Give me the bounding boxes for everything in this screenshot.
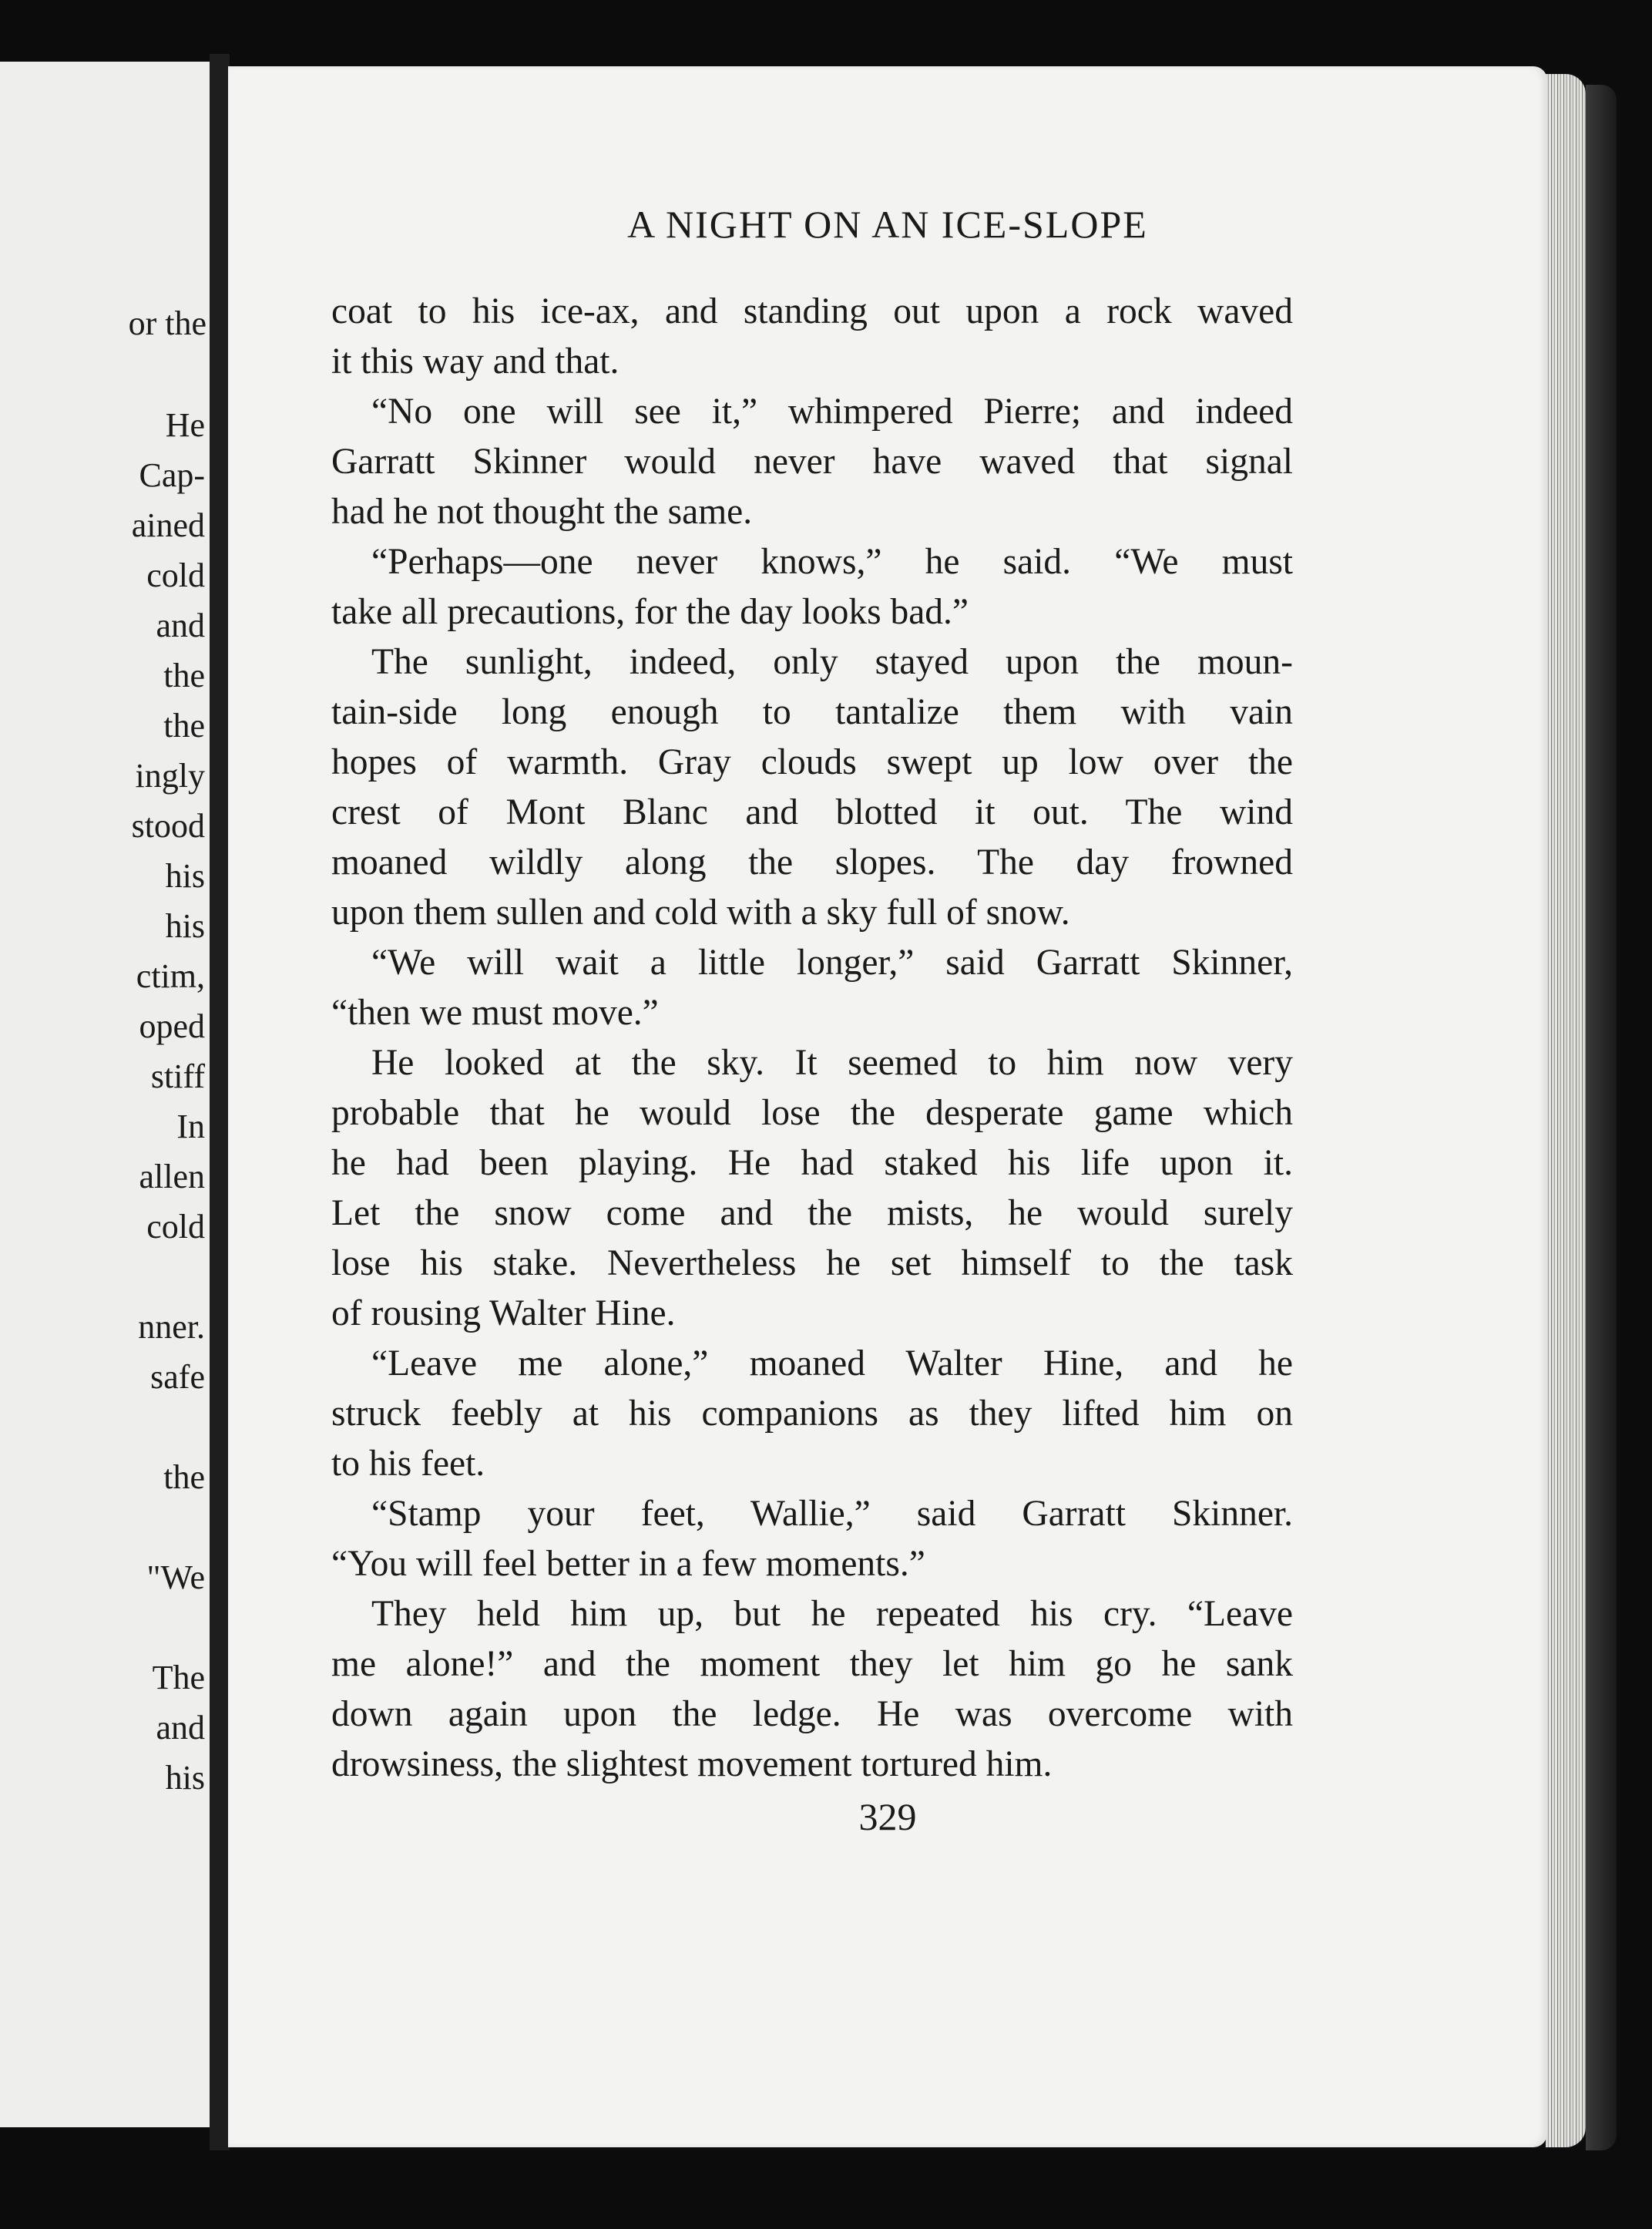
text-line: Let the snow come and the mists, he would surely [331,1193,1293,1233]
left-page-text-fragment: cold [146,1208,205,1246]
left-page-text-fragment: ingly [135,757,205,795]
text-line: he had been playing. He had staked his life upon it. [331,1143,1293,1183]
text-line: down again upon the ledge. He was overcome with [331,1694,1293,1734]
text-line: Garratt Skinner would never have waved that signal [331,442,1293,482]
text-line: “Perhaps—one never knows,” he said. “We must [371,542,1293,582]
left-page-text-fragment: stiff [150,1057,205,1095]
left-page-text-fragment: the [163,657,205,694]
text-line: The sunlight, indeed, only stayed upon the moun- [371,642,1293,682]
left-page-text-fragment: He [165,406,205,444]
text-line: He looked at the sky. It seemed to him now very [371,1043,1293,1083]
text-line: crest of Mont Blanc and blotted it out. The wind [331,792,1293,832]
left-page-text-fragment: In [176,1108,205,1145]
text-line: probable that he would lose the desperate game which [331,1093,1293,1133]
left-page-text-fragment: ctim, [136,957,205,995]
text-line: coat to his ice-ax, and standing out upon a rock waved [331,291,1293,331]
page-number: 329 [858,1795,917,1838]
left-page-text-fragment: ained [131,506,205,544]
running-head: A NIGHT ON AN ICE-SLOPE [627,203,1148,246]
page-edges [1546,74,1586,2147]
text-line: moaned wildly along the slopes. The day frowned [331,842,1293,883]
left-page-text-fragment: allen [139,1158,205,1195]
left-page-text-fragment: his [165,1759,205,1797]
left-page [0,62,214,2127]
text-line: tain-side long enough to tantalize them with vain [331,692,1293,732]
left-page-text-fragment: "We [146,1558,205,1596]
left-page-text-fragment: and [156,1709,205,1747]
left-page-text-fragment: stood [131,807,205,845]
left-page-text-fragment: and [156,607,205,644]
text-line: “You will feel better in a few moments.” [331,1544,925,1584]
text-line: “then we must move.” [331,993,659,1033]
text-line: drowsiness, the slightest movement tortured him. [331,1744,1053,1784]
text-line: “No one will see it,” whimpered Pierre; and indeed [371,392,1293,432]
body-text [331,287,1293,1790]
left-page-text-fragment: Cap- [139,456,205,494]
left-page-text-fragment: his [165,857,205,895]
text-line: lose his stake. Nevertheless he set himself to the task [331,1243,1293,1283]
text-line: of rousing Walter Hine. [331,1293,676,1333]
book-gutter [210,54,230,2150]
text-line: upon them sullen and cold with a sky full of snow. [331,893,1070,933]
left-page-text-fragment: oped [139,1007,205,1045]
left-page-text-fragment: the [163,707,205,745]
text-line: had he not thought the same. [331,492,753,532]
left-page-text-fragment: safe [150,1358,205,1396]
text-line: hopes of warmth. Gray clouds swept up low over the [331,742,1293,782]
left-page-text-fragment: The [152,1659,205,1696]
left-page-text-fragment: cold [146,556,205,594]
left-page-text-fragment: the [163,1458,205,1496]
text-line: me alone!” and the moment they let him go he sank [331,1644,1293,1684]
book-cover-edge [1586,85,1617,2150]
left-page-text-fragment: or the [128,304,206,342]
text-line: “Leave me alone,” moaned Walter Hine, and he [371,1343,1293,1383]
text-line: “Stamp your feet, Wallie,” said Garratt Skinner. [371,1494,1293,1534]
left-page-text-fragment: his [165,907,205,945]
left-page-text-fragment: nner. [138,1308,205,1346]
text-line: take all precautions, for the day looks bad.” [331,592,969,632]
text-line: to his feet. [331,1444,485,1484]
text-line: “We will wait a little longer,” said Garratt Skinner, [371,943,1293,983]
text-line: struck feebly at his companions as they lifted him on [331,1394,1293,1434]
text-line: it this way and that. [331,341,620,382]
text-line: They held him up, but he repeated his cry. “Leave [371,1594,1293,1634]
